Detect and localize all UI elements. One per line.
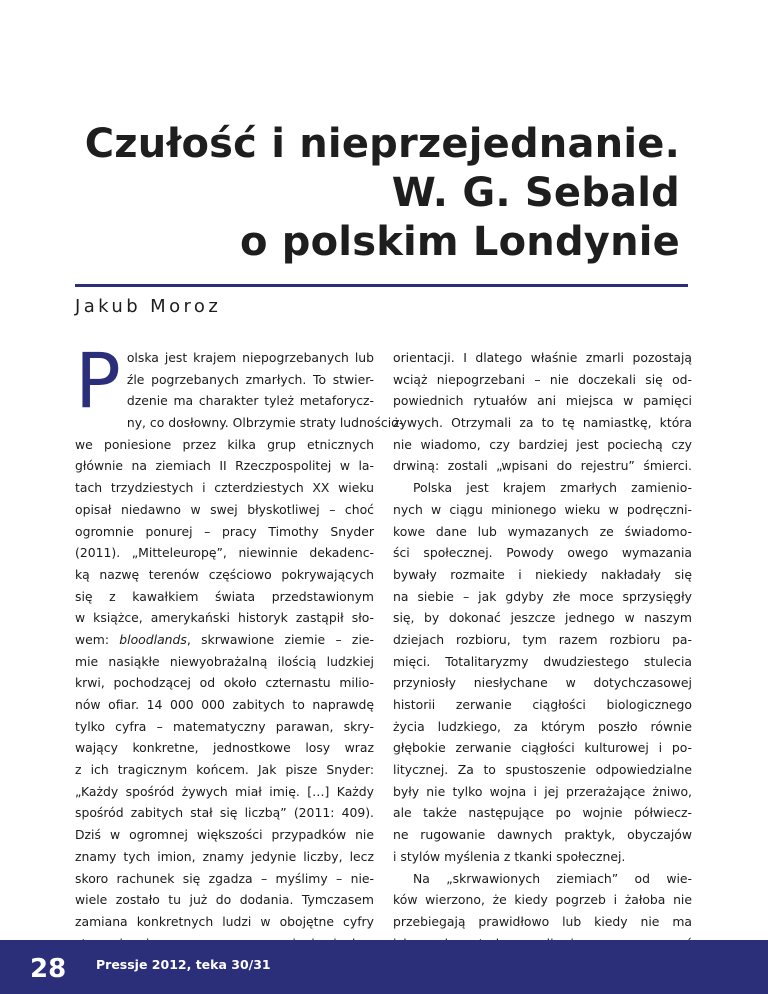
text-line: ków wierzono, że kiedy pogrzeb i żałoba nie (393, 892, 692, 908)
text-line: były nie tylko wojna i jej przerażające żniwo, (393, 783, 692, 799)
text-line: „Każdy spośród żywych miał imię. […] Każdy (75, 783, 374, 799)
page-number: 28 (30, 954, 67, 984)
text-line: dziejach rozbioru, tym razem rozbioru pa- (393, 631, 692, 647)
text-line: ny, co dosłowny. Olbrzymie straty ludnościo- (126, 415, 404, 431)
text-line: z ich tragicznym końcem. Jak pisze Snyder: (75, 762, 374, 778)
right-column (393, 347, 692, 954)
text-line: Polska jest krajem zmarłych zamienio- (413, 480, 692, 496)
text-line: wciąż niepogrzebani – nie doczekali się od- (393, 371, 692, 387)
text-line: skoro rachunek się zgadza – myślimy – nie- (75, 870, 374, 886)
author-name: Jakub Moroz (75, 296, 222, 317)
text-line: opisał niedawno w swej błyskotliwej – choć (75, 501, 374, 517)
title-rule (75, 284, 688, 287)
text-line: spośród zabitych stał się liczbą” (2011: 409). (75, 805, 374, 821)
text-line: przebiegają prawidłowo lub kiedy nie ma (393, 913, 692, 929)
drop-cap-line: olska jest krajem niepogrzebanych lub (126, 350, 374, 365)
text-line: mięci. Totalitaryzmy dwudziestego stulecia (393, 653, 692, 669)
text-line: zamiana konkretnych ludzi w obojętne cyfry (75, 913, 374, 929)
text-line: powiednich rytuałów ani miejsca w pamięci (393, 393, 692, 409)
article-title (85, 120, 680, 267)
title-line-3: o polskim Londynie (239, 219, 680, 265)
title-line-2: W. G. Sebald (391, 170, 680, 216)
journal-info: Pressje 2012, teka 30/31 (96, 957, 271, 972)
text-line: Na „skrwawionych ziemiach” od wie- (413, 870, 692, 886)
text-line: kowe dane lub wymazanych ze świadomo- (393, 523, 692, 539)
text-line: mie nasiąkłe niewyobrażalną ilością ludzkiej (75, 653, 374, 669)
text-line: wający konkretne, jednostkowe losy wraz (75, 740, 374, 756)
text-line: przyniosły niesłychane w dotychczasowej (393, 675, 692, 691)
text-line: bywały rozmaite i niekiedy nakładały się (393, 566, 692, 582)
text-line: wem: bloodlands, skrwawione ziemie – zie- (75, 631, 374, 647)
text-line: we poniesione przez kilka grup etnicznych (75, 436, 374, 452)
text-line: znamy tych imion, znamy jedynie liczby, lecz (75, 848, 374, 864)
drop-cap: P (75, 336, 121, 425)
italic-term: bloodlands (119, 631, 187, 647)
text-line: i stylów myślenia z tkanki społecznej. (393, 848, 626, 864)
text-line: ne rugowanie dawnych praktyk, obyczajów (393, 827, 692, 843)
footer-bar (0, 940, 768, 994)
drop-cap-line: źle pogrzebanych zmarłych. To stwier- (126, 371, 374, 387)
text-line: litycznej. Za to spustoszenie odpowiedzialne (393, 762, 692, 778)
left-column (75, 336, 404, 954)
text-line: w książce, amerykański historyk zastąpił sło- (75, 610, 374, 626)
text-line: wiele zostało tu już do dodania. Tymczasem (75, 892, 374, 908)
text-line: historii zerwanie ciągłości biologicznego (393, 697, 692, 712)
text-line: tach trzydziestych i czterdziestych XX wieku (75, 480, 374, 496)
text-line: krwi, pochodzącej od około czternastu milio- (75, 675, 374, 691)
text-line: Dziś w ogromnej większości przypadków nie (75, 827, 374, 843)
text-line: tylko cyfra – matematyczny parawan, skry- (75, 718, 374, 734)
text-line: orientacji. I dlatego właśnie zmarli pozostają (393, 350, 692, 365)
text-line: się z kawałkiem świata przedstawionym (75, 588, 374, 604)
drop-cap-line: dzenie ma charakter tyleż metaforycz- (126, 393, 374, 409)
text-line: głębokie zerwanie ciągłości kulturowej i po- (393, 740, 692, 756)
text-line: nie wiadomo, czy bardziej jest pociechą czy (393, 436, 692, 452)
text-line: się, by dokonać jeszcze jednego w naszym (393, 610, 692, 626)
text-line: nych w ciągu minionego wieku w podręczni- (393, 501, 692, 517)
text-line: (2011). „Mitteleuropę”, niewinnie dekadenc- (75, 545, 374, 561)
text-line: ogromnie ponurej – pracy Timothy Snyder (75, 523, 374, 539)
text-line: życia ludzkiego, za którym poszło równie (393, 718, 692, 734)
text-line: żywych. Otrzymali za to tę namiastkę, która (393, 415, 692, 431)
title-line-1: Czułość i nieprzejednanie. (84, 121, 680, 167)
text-line: nów ofiar. 14 000 000 zabitych to naprawdę (75, 697, 374, 712)
text-line: ści społecznej. Powody owego wymazania (393, 545, 692, 561)
text-line: na siebie – jak gdyby złe moce sprzysięgły (393, 588, 692, 604)
text-line: drwiną: zostali „wpisani do rejestru” śmierci. (393, 458, 692, 474)
text-line: głównie na ziemiach II Rzeczpospolitej w la- (75, 458, 374, 474)
left-body-lines (75, 412, 404, 954)
right-body-lines (393, 347, 692, 954)
text-line: ką nazwę terenów częściowo pokrywających (75, 566, 374, 582)
text-line: ale także następujące po wojnie półwiecz- (393, 805, 692, 821)
